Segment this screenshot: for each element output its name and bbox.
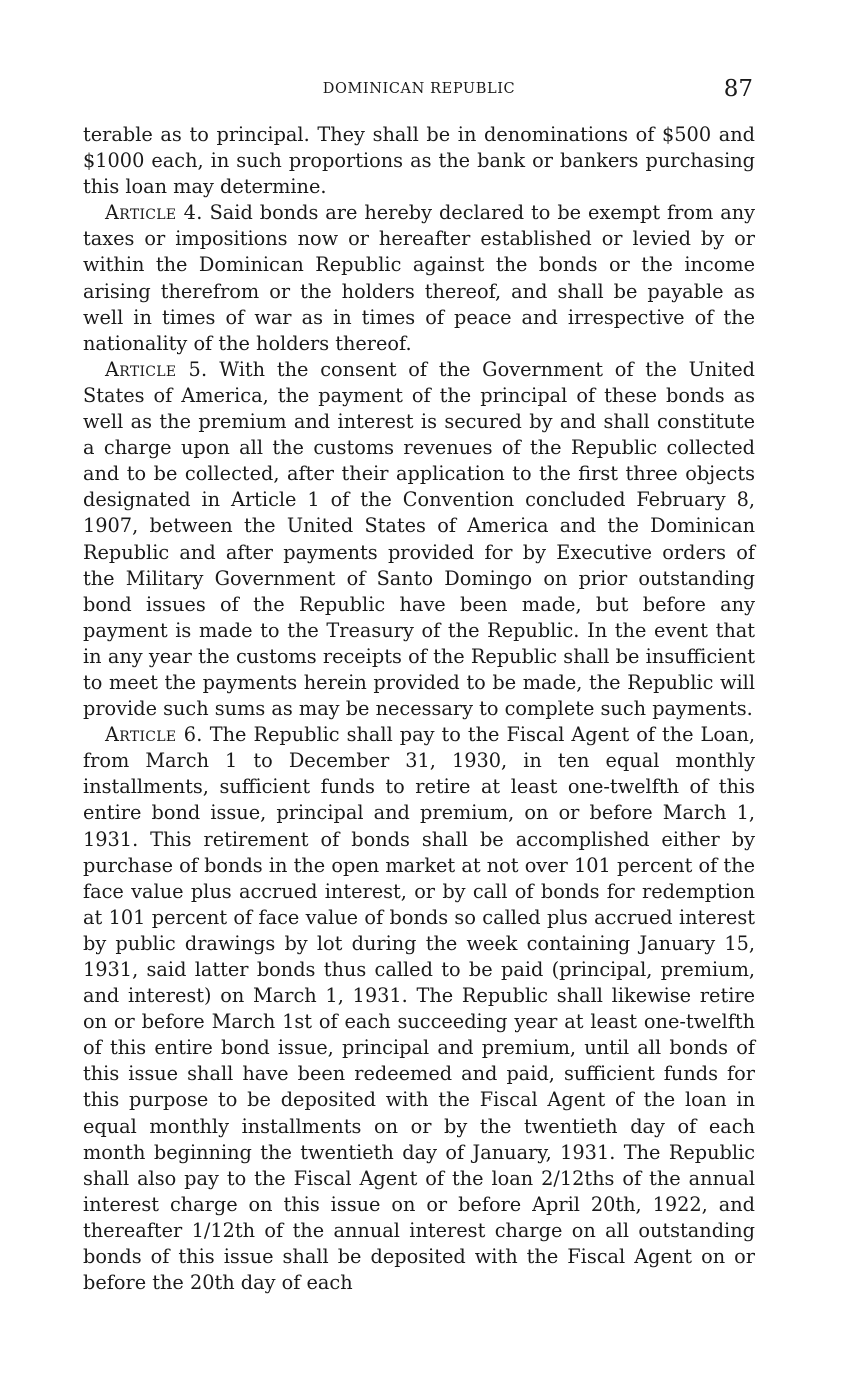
continuation-paragraph: terable as to principal. They shall be in denominations of $500 and $1000 each, in such proportions as the bank or bankers purchasing this loan may determine. (83, 123, 755, 199)
article-6-label: Article 6. (105, 723, 203, 747)
article-6-text: The Republic shall pay to the Fiscal Agent of the Loan, from March 1 to December 31, 1930, in ten equal monthly installments, sufficient funds to retire at least one-twelfth of this entire bond issue, principal and premium, on or before March 1, 1931. This retirement of bonds shall be accomplished either by purchase of bonds in the open market at not over 101 percent of the face value plus accrued interest, or by call of bonds for redemption at 101 percent of face value of bonds so called plus accrued interest by public drawings by lot during the week containing January 15, 1931, said latter bonds thus called to be paid (principal, premium, and interest) on March 1, 1931. The Republic shall likewise retire on or before March 1st of each succeeding year at least one-twelfth of this entire bond issue, principal and premium, until all bonds of this issue shall have been redeemed and paid, sufficient funds for this purpose to be deposited with the Fiscal Agent of the loan in equal monthly installments on or by the twentieth day of each month beginning the twentieth day of January, 1931. The Republic shall also pay to the Fiscal Agent of the loan 2/12ths of the annual interest charge on this issue on or before April 20th, 1922, and thereafter 1/12th of the annual interest charge on all outstanding bonds of this issue shall be deposited with the Fiscal Agent on or before the 20th day of each (83, 723, 756, 1295)
article-4-text: Said bonds are hereby declared to be exempt from any taxes or impositions now or hereafter established or levied by or within the Dominican Republic against the bonds or the income arising therefrom or the holders thereof, and shall be payable as well in times of war as in times of peace and irrespective of the nationality of the holders thereof. (83, 201, 755, 355)
running-title: DOMINICAN REPUBLIC (322, 81, 516, 97)
article-6-paragraph (83, 722, 755, 1296)
article-5-text: With the consent of the Government of the United States of America, the payment of the principal of these bonds as well as the premium and interest is secured by and shall constitute a charge upon all the customs revenues of the Republic collected and to be collected, after their application to the first three objects designated in Article 1 of the Convention concluded February 8, 1907, between the United States of America and the Dominican Republic and after payments provided for by Executive orders of the Military Government of Santo Domingo on prior outstanding bond issues of the Republic have been made, but before any payment is made to the Treasury of the Republic. In the event that in any year the customs receipts of the Republic shall be insufficient to meet the payments herein provided to be made, the Republic will provide such sums as may be necessary to complete such payments. (83, 357, 755, 721)
document-page (83, 76, 755, 1296)
article-4-paragraph (83, 200, 755, 357)
page-number: 87 (723, 76, 753, 102)
running-header (83, 76, 755, 108)
article-5-paragraph (83, 357, 755, 722)
body-text (83, 122, 755, 1296)
article-5-label: Article 5. (105, 357, 208, 381)
article-4-label: Article 4. (105, 201, 203, 225)
